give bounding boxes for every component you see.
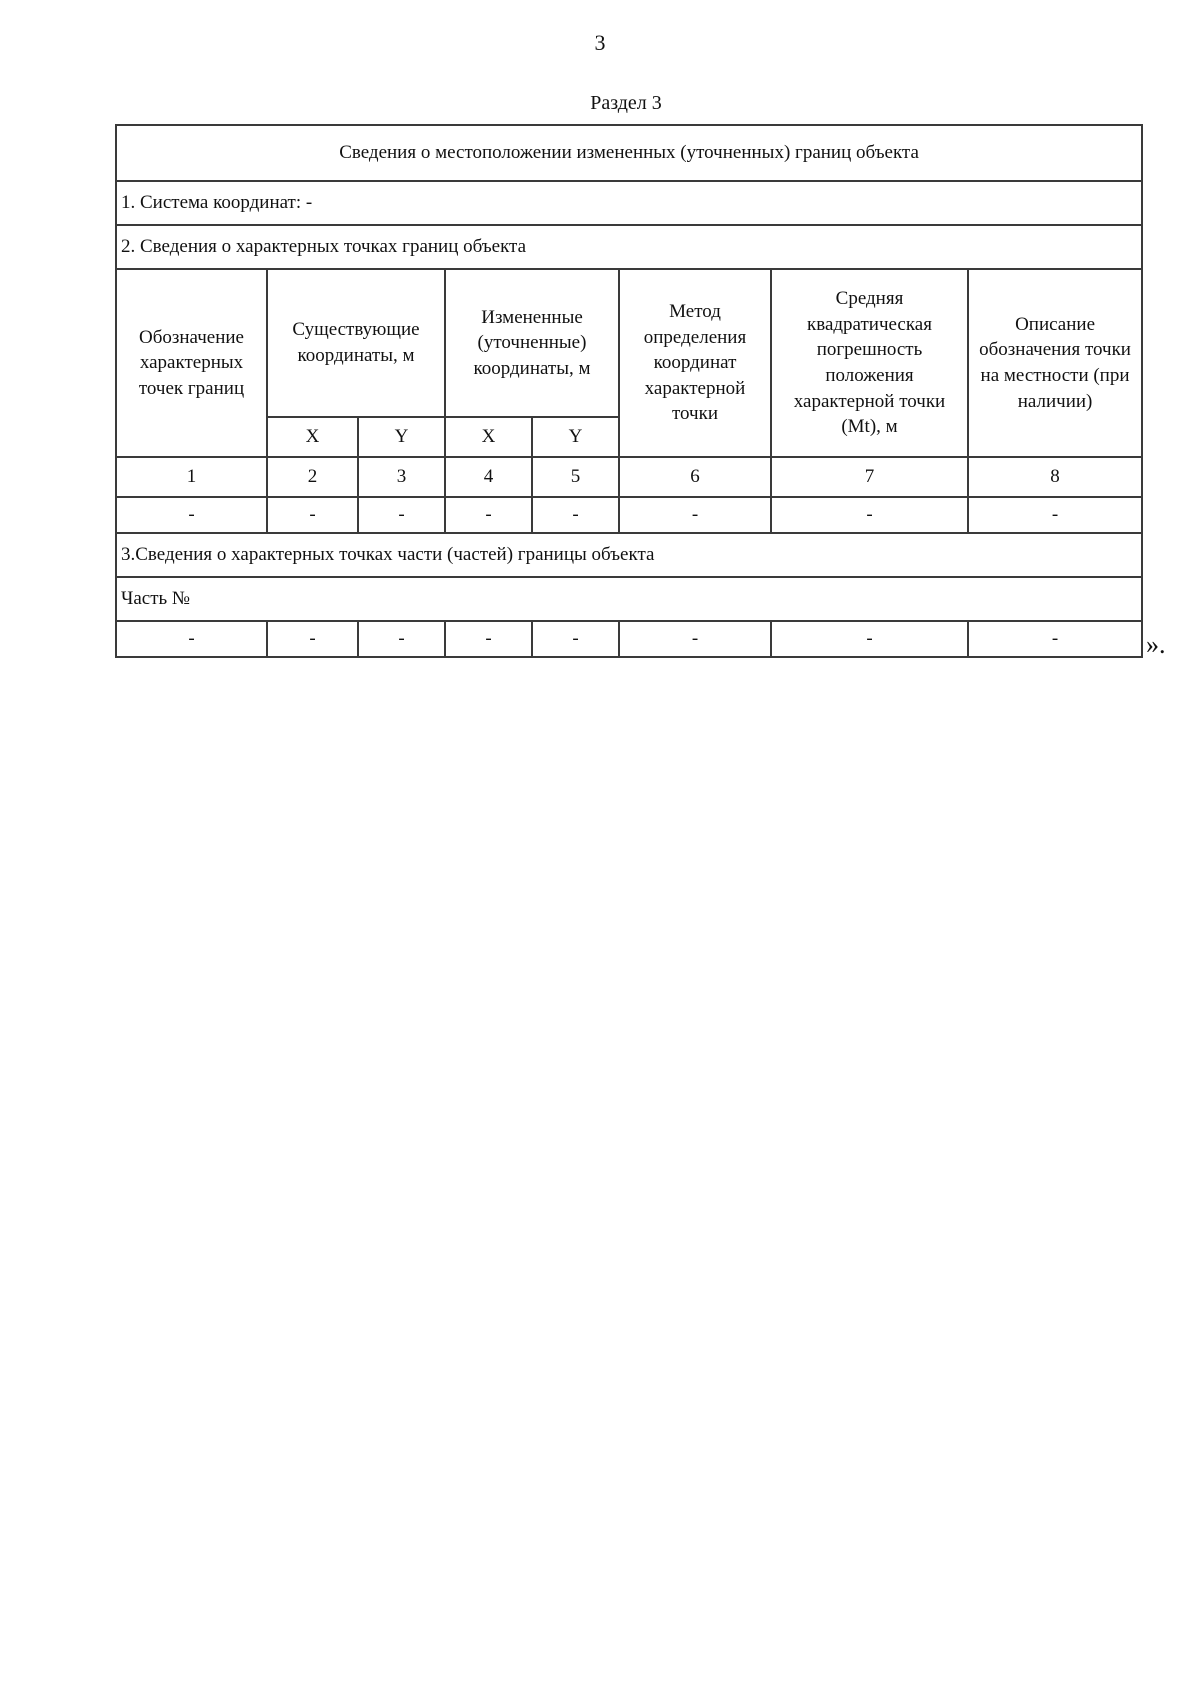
col-header-changed-x: X bbox=[445, 417, 532, 457]
table-cell: - bbox=[771, 497, 968, 533]
table-heading: Сведения о местоположении измененных (уточненных) границ объекта bbox=[116, 125, 1142, 181]
table-cell: - bbox=[532, 621, 619, 657]
column-number: 4 bbox=[445, 457, 532, 497]
column-number: 5 bbox=[532, 457, 619, 497]
table-cell: - bbox=[968, 621, 1142, 657]
boundary-points-table bbox=[115, 124, 1143, 658]
col-header-existing-coords: Существующие координаты, м bbox=[267, 269, 445, 417]
table-cell: - bbox=[358, 497, 445, 533]
table-cell: - bbox=[358, 621, 445, 657]
closing-quote: ». bbox=[1146, 630, 1166, 659]
col-header-mean-error: Средняя квадратическая погрешность положения характерной точки (Mt), м bbox=[771, 269, 968, 457]
column-number: 1 bbox=[116, 457, 267, 497]
column-numbers-row bbox=[116, 457, 1142, 497]
col-header-existing-x: X bbox=[267, 417, 358, 457]
col-header-changed-coords: Измененные (уточненные) координаты, м bbox=[445, 269, 619, 417]
table-cell: - bbox=[116, 497, 267, 533]
section-title: Раздел 3 bbox=[590, 92, 662, 114]
table-cell: - bbox=[267, 621, 358, 657]
table-cell: - bbox=[968, 497, 1142, 533]
table-cell: - bbox=[116, 621, 267, 657]
table-row bbox=[116, 621, 1142, 657]
column-number: 2 bbox=[267, 457, 358, 497]
col-header-description: Описание обозначения точки на местности (при наличии) bbox=[968, 269, 1142, 457]
column-number: 7 bbox=[771, 457, 968, 497]
col-header-method: Метод определения координат характерной точки bbox=[619, 269, 771, 457]
table-cell: - bbox=[267, 497, 358, 533]
table-cell: - bbox=[445, 497, 532, 533]
column-number: 8 bbox=[968, 457, 1142, 497]
column-number: 3 bbox=[358, 457, 445, 497]
col-header-existing-y: Y bbox=[358, 417, 445, 457]
coord-system-row: 1. Система координат: - bbox=[116, 181, 1142, 225]
points-section-title: 2. Сведения о характерных точках границ объекта bbox=[116, 225, 1142, 269]
table-cell: - bbox=[771, 621, 968, 657]
page-number: 3 bbox=[594, 30, 606, 55]
part-number-label: Часть № bbox=[116, 577, 1142, 621]
table-cell: - bbox=[619, 621, 771, 657]
table-cell: - bbox=[619, 497, 771, 533]
table-cell: - bbox=[445, 621, 532, 657]
parts-section-title: 3.Сведения о характерных точках части (частей) границы объекта bbox=[116, 533, 1142, 577]
col-header-changed-y: Y bbox=[532, 417, 619, 457]
column-number: 6 bbox=[619, 457, 771, 497]
table-row bbox=[116, 497, 1142, 533]
col-header-designation: Обозначение характерных точек границ bbox=[116, 269, 267, 457]
table-cell: - bbox=[532, 497, 619, 533]
